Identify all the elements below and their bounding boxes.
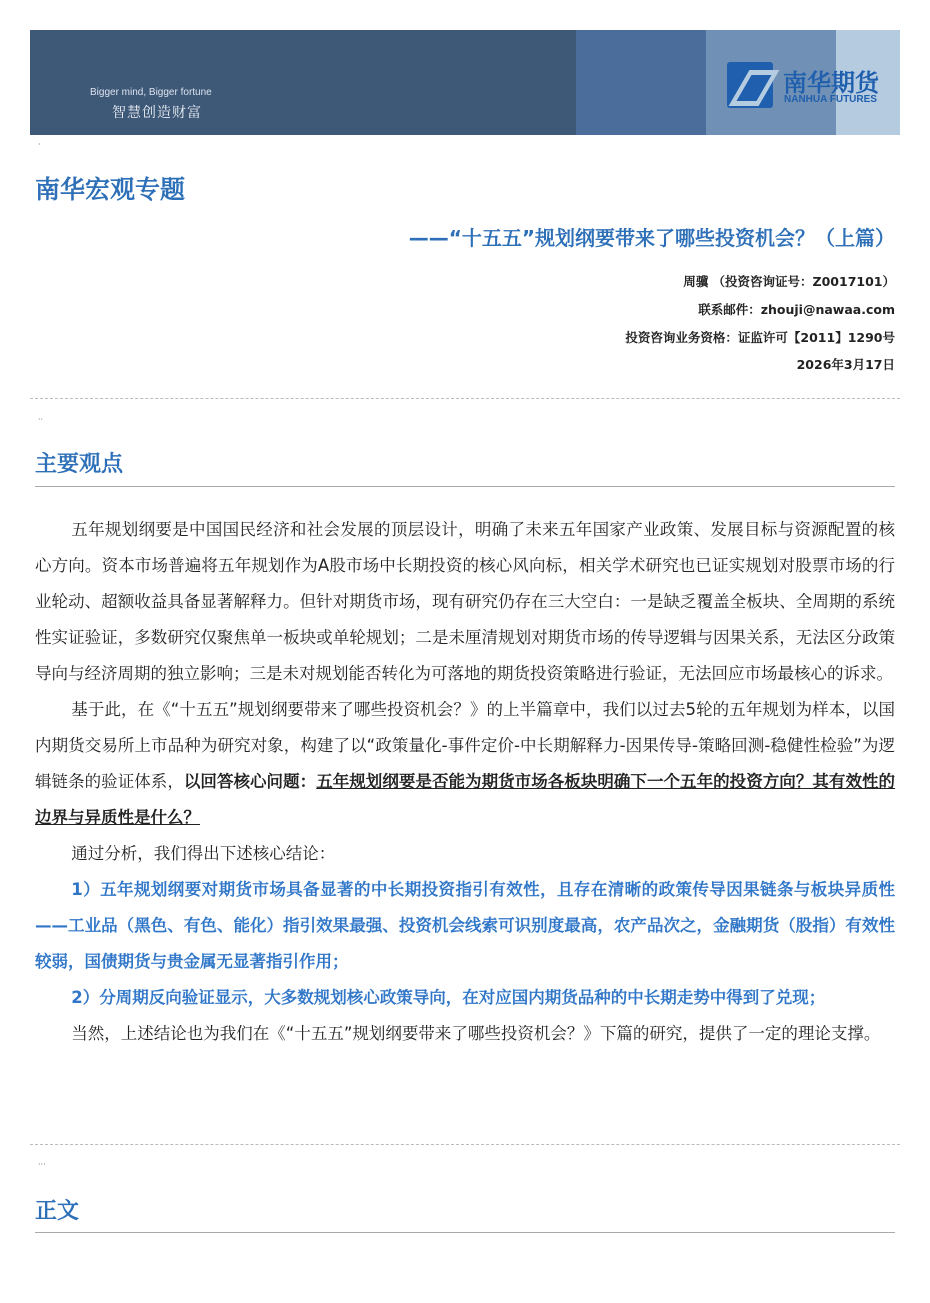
conclusion-1: 1）五年规划纲要对期货市场具备显著的中长期投资指引有效性，且存在清晰的政策传导因果链条与板块异质性——工业品（黑色、有色、能化）指引效果最强、投资机会线索可识别度最高，农产品次之，金融期货（股指）有效性较弱，国债期货与贵金属无显著指引作用； [35,880,895,971]
paragraph: 当然，上述结论也为我们在《“十五五”规划纲要带来了哪些投资机会？》下篇的研究，提供了一定的理论支撑。 [71,1024,881,1043]
slogan-cn: 智慧创造财富 [112,105,202,121]
report-subtitle: ——“十五五”规划纲要带来了哪些投资机会？（上篇） [408,226,895,250]
marker: ·· [38,415,44,424]
author-email: 联系邮件：zhouji@nawaa.com [698,302,895,317]
section-heading-key-points: 主要观点 [35,452,124,477]
paragraph: 五年规划纲要是中国国民经济和社会发展的顶层设计，明确了未来五年国家产业政策、发展目标与资源配置的核心方向。资本市场普遍将五年规划作为A股市场中长期投资的核心风向标，相关学术研究也已证实规划对股票市场的行业轮动、超额收益具备显著解释力。但针对期货市场，现有研究仍存在三大空白：一是缺乏覆盖全板块、全周期的系统性实证验证，多数研究仅聚焦单一板块或单轮规划；二是未厘清规划对期货市场的传导逻辑与因果关系，无法区分政策导向与经济周期的独立影响；三是未对规划能否转化为可落地的期货投资策略进行验证，无法回应市场最核心的诉求。 [35,520,895,683]
author: 周骥 （投资咨询证号：Z0017101） [683,274,895,289]
slogan-en: Bigger mind, Bigger fortune [90,87,212,98]
text: 基于此，在《“十五五”规划纲要带来了哪些投资机会？》的上半篇章中，我们以过去5轮的五年规划为样本，以国内期货交易所上市品种为研究对象，构建了以“政策量化-事件定价-中长期解释力-因果传导-策略回测-稳健性检验”为逻辑链条的验证体系， [35,700,895,791]
license: 投资咨询业务资格：证监许可【2011】1290号 [625,330,895,345]
heading-rule [35,1232,895,1233]
marker: ··· [38,1160,46,1169]
section-heading-main-text: 正文 [35,1199,80,1224]
conclusion-2: 2）分周期反向验证显示，大多数规划核心政策导向，在对应国内期货品种的中长期走势中得到了兑现； [71,988,826,1007]
banner-stripe [576,30,706,135]
paragraph: 通过分析，我们得出下述核心结论： [71,844,336,863]
marker: · [38,140,41,149]
header-banner [30,30,900,135]
paragraph [35,692,895,836]
divider [30,1144,900,1145]
logo-text-cn: 南华期货 [783,69,879,97]
divider [30,398,900,399]
logo-text-en: NANHUA FUTURES [784,94,877,105]
report-date: 2026年3月17日 [796,357,895,372]
report-series-title: 南华宏观专题 [35,175,186,204]
key-points-body [35,512,895,1052]
text-bold: 以回答核心问题： [183,772,317,791]
nanhua-logo-icon [727,62,773,108]
heading-rule [35,486,895,487]
text-underlined: 五年规划纲要是否能为期货市场各板块明确下一个五年的投资方向？其有效性的边界与异质性是什么？ [35,772,896,827]
